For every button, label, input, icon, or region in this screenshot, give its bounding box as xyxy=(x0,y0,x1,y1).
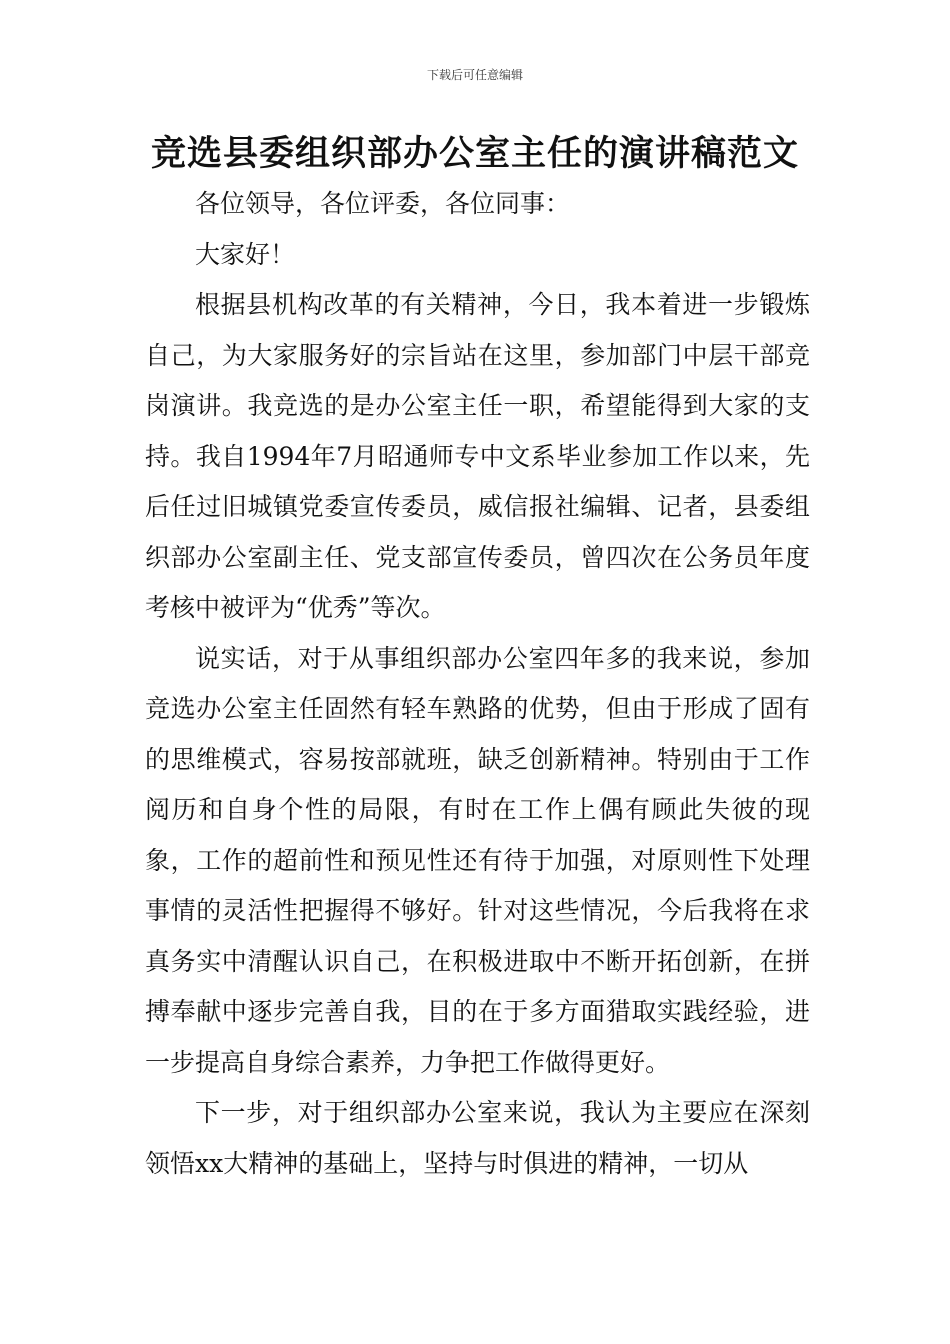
document-title: 竞选县委组织部办公室主任的演讲稿范文 xyxy=(150,133,799,174)
paragraph-next-step: 下一步，对于组织部办公室来说，我认为主要应在深刻领悟xx大精神的基础上，坚持与时俱进的精神，一切从 xyxy=(145,1098,810,1178)
paragraph-introduction: 根据县机构改革的有关精神，今日，我本着进一步锻炼自己，为大家服务好的宗旨站在这里，参加部门中层干部竞岗演讲。我竞选的是办公室主任一职，希望能得到大家的支持。我自1994年7月昭通师专中文系毕业参加工作以来，先后任过旧城镇党委宣传委员，威信报社编辑、记者，县委组织部办公室副主任、党支部宣传委员，曾四次在公务员年度考核中被评为“优秀”等次。 xyxy=(145,290,810,622)
document-body xyxy=(145,179,810,1189)
paragraph-salutation: 各位领导，各位评委，各位同事： xyxy=(195,189,571,218)
header-note: 下载后可任意编辑 xyxy=(426,68,523,82)
paragraph-greeting: 大家好！ xyxy=(195,239,296,269)
paragraph-self-assessment: 说实话，对于从事组织部办公室四年多的我来说，参加竞选办公室主任固然有轻车熟路的优势，但由于形成了固有的思维模式，容易按部就班，缺乏创新精神。特别由于工作阅历和自身个性的局限，有时在工作上偶有顾此失彼的现象，工作的超前性和预见性还有待于加强，对原则性下处理事情的灵活性把握得不够好。针对这些情况，今后我将在求真务实中清醒认识自己，在积极进取中不断开拓创新，在拼搏奉献中逐步完善自我，目的在于多方面猎取实践经验，进一步提高自身综合素养，力争把工作做得更好。 xyxy=(145,643,810,1077)
